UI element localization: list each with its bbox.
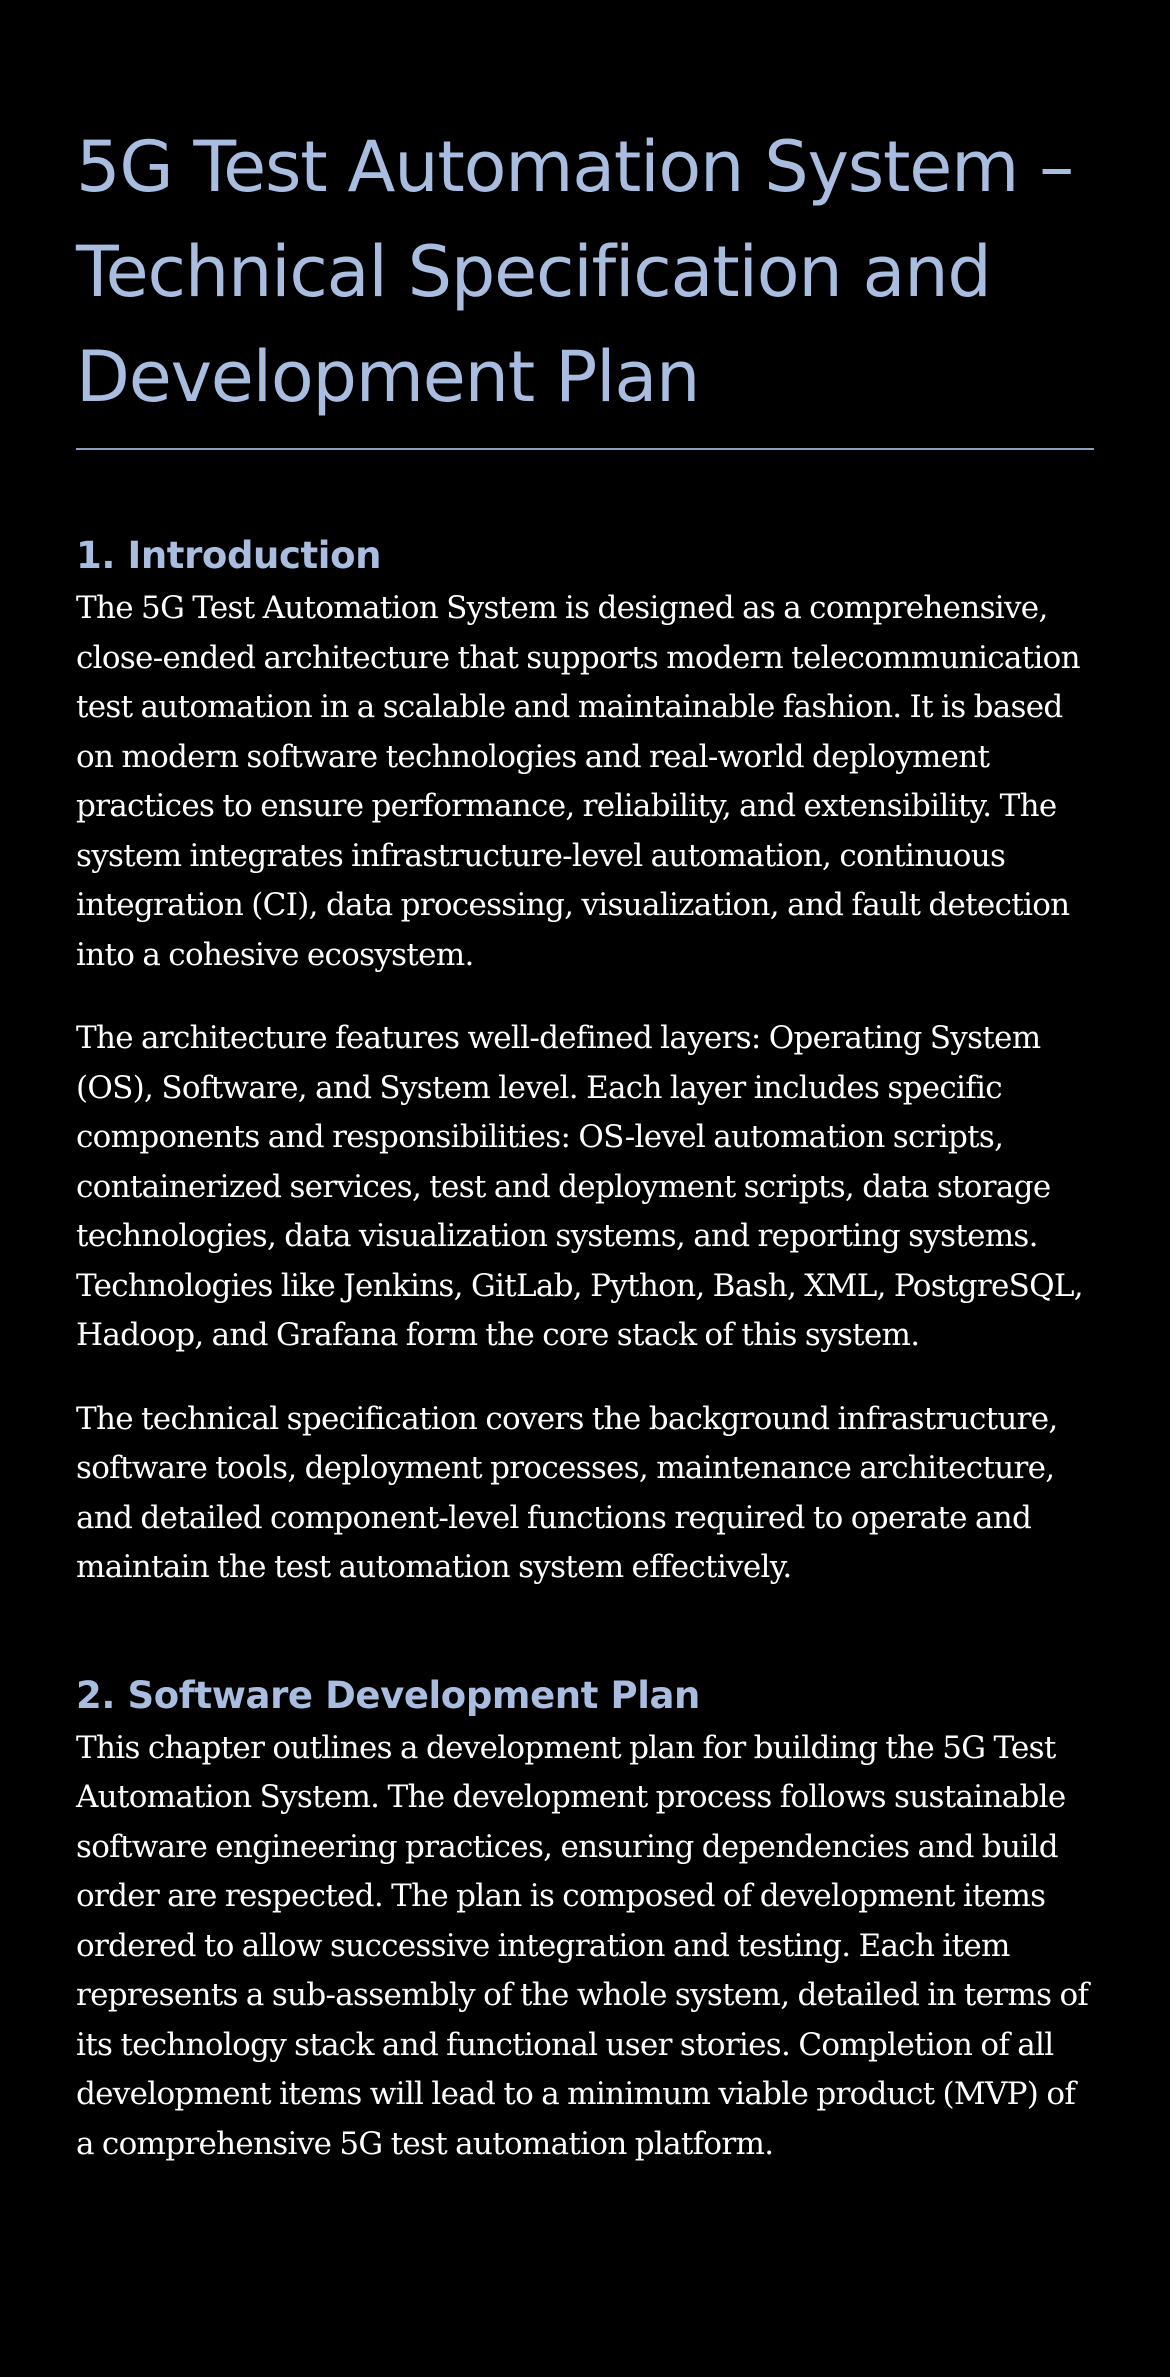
title-divider (76, 448, 1094, 450)
section-heading-development-plan: 2. Software Development Plan (76, 1673, 700, 1717)
development-plan-paragraph-1: This chapter outlines a development plan for building the 5G Test Automation System. The development process follows sustainable software engineering practices, ensuring dependencies and build order are respected. The plan is composed of development items ordered to allow successive integration and testing. Each item represents a sub-assembly of the whole system, detailed in terms of its technology stack and functional user stories. Completion of all development items will lead to a minimum viable product (MVP) of a comprehensive 5G test automation platform. (76, 1729, 1089, 2162)
document-content (76, 0, 1094, 2169)
introduction-paragraph-1: The 5G Test Automation System is designed as a comprehensive, close-ended architecture that supports modern telecommunication test automation in a scalable and maintainable fashion. It is based on modern software technologies and real-world deployment practices to ensure performance, reliability, and extensibility. The system integrates infrastructure-level automation, continuous integration (CI), data processing, visualization, and fault detection into a cohesive ecosystem. (76, 590, 1080, 973)
section-introduction (76, 530, 1094, 1593)
document-title: 5G Test Automation System – Technical Specification and Development Plan (76, 126, 1073, 418)
section-heading-introduction: 1. Introduction (76, 534, 382, 577)
introduction-paragraph-2: The architecture features well-defined layers: Operating System (OS), Software, and System level. Each layer includes specific components and responsibilities: OS-level automation scripts, containerized services, test and deployment scripts, data storage technologies, data visualization systems, and reporting systems. Technologies like Jenkins, GitLab, Python, Bash, XML, PostgreSQL, Hadoop, and Grafana form the core stack of this system. (76, 1020, 1083, 1353)
introduction-paragraph-3: The technical specification covers the background infrastructure, software tools, deployment processes, maintenance architecture, and detailed component-level functions required to operate and maintain the test automation system effectively. (76, 1400, 1058, 1585)
section-software-development-plan (76, 1670, 1094, 2170)
